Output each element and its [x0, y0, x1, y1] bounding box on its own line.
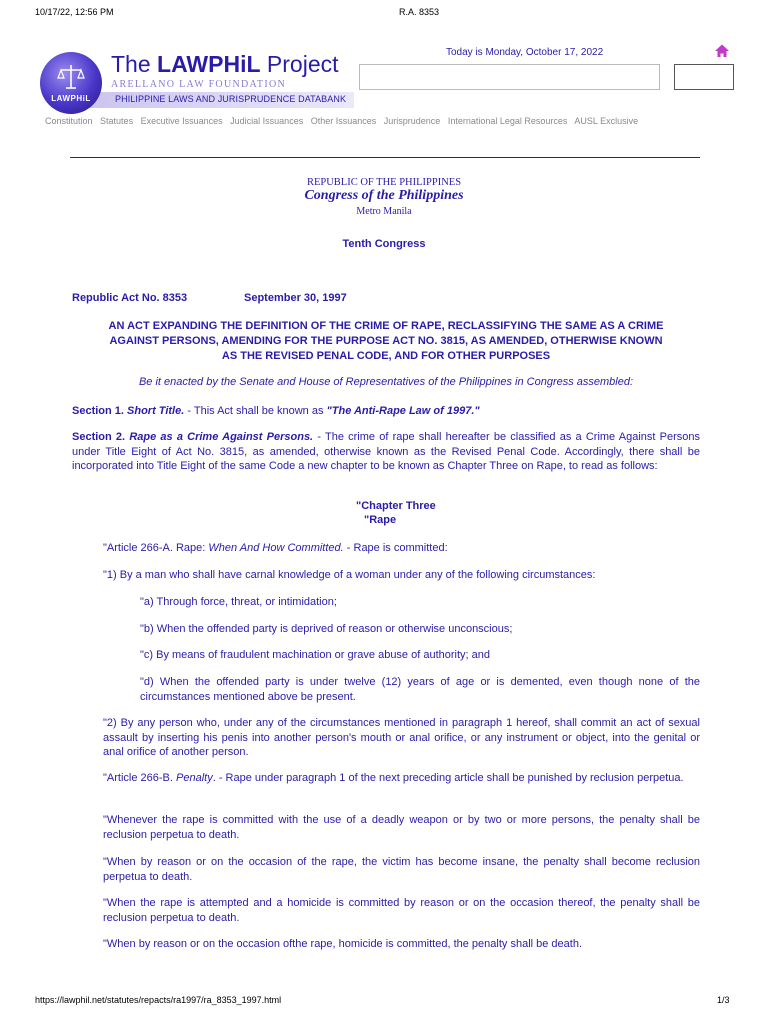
chapter-line: "Rape [364, 514, 397, 526]
logo-subtitle: ARELLANO LAW FOUNDATION [111, 79, 287, 90]
chapter-line: "Chapter Three [356, 500, 436, 512]
clause-d: "d) When the offended party is under twelve (12) years of age or is demented, even though none of the circumstances mentioned above be present. [140, 676, 700, 703]
today-date: Today is Monday, October 17, 2022 [446, 47, 604, 58]
act-title-line: AS THE REVISED PENAL CODE, AND FOR OTHER PURPOSES [221, 350, 551, 362]
print-doc-title: R.A. 8353 [399, 7, 440, 17]
ra-number: Republic Act No. 8353 [72, 292, 188, 304]
section-1-label: Section 1. [72, 405, 124, 417]
section-2-heading: Rape as a Crime Against Persons. [129, 431, 314, 443]
penalty-2: "When by reason or on the occasion of the rape, the victim has become insane, the penalty shall become reclusion perpetua to death. [103, 856, 700, 883]
logo-title-pre: The [111, 51, 158, 77]
logo-title [111, 51, 339, 78]
article-266a-heading: When And How Committed. [208, 542, 344, 554]
paragraph-1: "1) By a man who shall have carnal knowledge of a woman under any of the following circumstances: [103, 569, 596, 581]
article-266a [103, 541, 700, 556]
act-title-line: AGAINST PERSONS, AMENDING FOR THE PURPOSE ACT NO. 3815, AS AMENDED, OTHERWISE KNOWN [109, 335, 663, 347]
metro-heading: Metro Manila [356, 206, 412, 217]
clause-a: "a) Through force, threat, or intimidation; [140, 596, 337, 608]
nav-executive-issuances[interactable]: Executive Issuances [140, 116, 223, 126]
clause-c: "c) By means of fraudulent machination or grave abuse of authority; and [140, 649, 490, 661]
act-title [72, 319, 700, 364]
nav-constitution[interactable]: Constitution [45, 116, 93, 126]
nav-international-legal-resources[interactable]: International Legal Resources [447, 116, 568, 126]
logo-badge-text: LAWPHiL [51, 94, 91, 103]
logo-emblem [40, 52, 102, 114]
search-button[interactable] [674, 64, 734, 90]
print-url: https://lawphil.net/statutes/repacts/ra1997/ra_8353_1997.html [35, 995, 282, 1005]
ra-number-line [72, 292, 347, 304]
article-266a-post: - Rape is committed: [343, 542, 448, 554]
republic-heading: REPUBLIC OF THE PHILIPPINES [306, 177, 462, 188]
nav-judicial-issuances[interactable]: Judicial Issuances [230, 116, 304, 126]
chapter-heading [356, 499, 436, 527]
section-1-text: - This Act shall be known as [184, 405, 327, 417]
clause-b: "b) When the offended party is deprived of reason or otherwise unconscious; [140, 623, 513, 635]
section-2-text: - The crime of rape shall hereafter be classified as a Crime Against Persons under Title Eight of Act No. 3815, as amended, otherwise known as the Revised Penal Code. Accordingly, there shall be incorporated into Title Eight of the same Code a new chapter to be known as Chapter Three on Rape, to read as follows: [72, 431, 700, 472]
article-266b [103, 771, 700, 786]
section-2-label: Section 2. [72, 431, 126, 443]
enacting-clause: Be it enacted by the Senate and House of Representatives of the Philippines in Congress assembled: [138, 376, 634, 388]
nav-other-issuances[interactable]: Other Issuances [310, 116, 377, 126]
act-title-line: AN ACT EXPANDING THE DEFINITION OF THE CRIME OF RAPE, RECLASSIFYING THE SAME AS A CRIME [108, 320, 664, 332]
penalty-4: "When by reason or on the occasion ofthe rape, homicide is committed, the penalty shall be death. [103, 938, 583, 950]
paragraph-2: "2) By any person who, under any of the circumstances mentioned in paragraph 1 hereof, shall commit an act of sexual assault by inserting his penis into another person's mouth or anal orifice, or any instrument or object, into the genital or anal orifice of another person. [103, 717, 700, 758]
print-datetime: 10/17/22, 12:56 PM [35, 7, 114, 17]
penalty-3: "When the rape is attempted and a homicide is committed by reason or on the occasion thereof, the penalty shall be reclusion perpetua to death. [103, 897, 700, 924]
article-266b-pre: "Article 266-B. [103, 772, 176, 784]
section-1 [72, 404, 700, 419]
section-1-quote: "The Anti-Rape Law of 1997." [326, 405, 480, 417]
nav-jurisprudence[interactable]: Jurisprudence [383, 116, 441, 126]
logo-band [73, 92, 354, 108]
penalty-1: "Whenever the rape is committed with the use of a deadly weapon or by two or more persons, the penalty shall be reclusion perpetua to death. [103, 814, 700, 841]
logo-title-post: Project [260, 51, 339, 77]
lawphil-logo[interactable] [38, 48, 354, 120]
logo-title-bold: LAWPHiL [157, 51, 261, 77]
search-input[interactable] [359, 64, 660, 90]
logo-band-text: PHILIPPINE LAWS AND JURISPRUDENCE DATABANK [115, 94, 347, 104]
session-heading: Tenth Congress [342, 238, 426, 250]
header-divider [70, 157, 700, 158]
scales-icon [56, 62, 86, 92]
article-266a-pre: "Article 266-A. Rape: [103, 542, 209, 554]
section-2 [72, 430, 700, 474]
ra-date: September 30, 1997 [244, 292, 347, 304]
nav-statutes[interactable]: Statutes [100, 116, 134, 126]
article-266b-heading: Penalty [176, 772, 213, 784]
section-1-heading: Short Title. [127, 405, 185, 417]
congress-heading: Congress of the Philippines [304, 188, 464, 203]
article-266b-post: . - Rape under paragraph 1 of the next preceding article shall be punished by reclusion perpetua. [212, 772, 684, 784]
main-nav [45, 116, 643, 126]
nav-ausl-exclusive[interactable]: AUSL Exclusive [574, 116, 639, 126]
print-page-number: 1/3 [717, 995, 730, 1005]
home-icon[interactable] [714, 43, 730, 59]
